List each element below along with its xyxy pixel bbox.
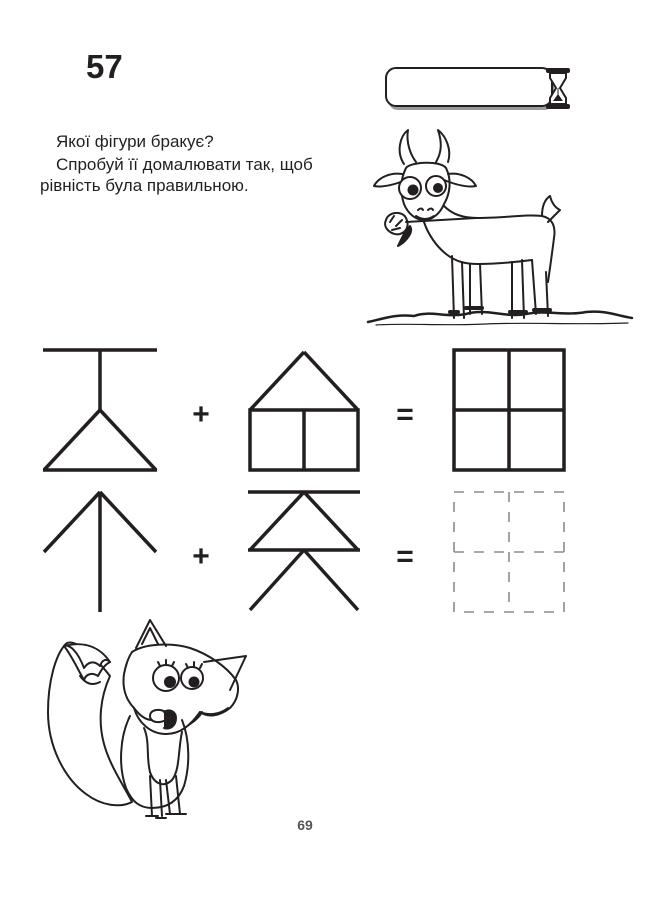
fox-illustration: [40, 616, 260, 826]
equals-sign-2: =: [396, 540, 414, 573]
instruction-line-1: Якої фігури бракує?: [56, 132, 214, 151]
task-number: 57: [86, 48, 123, 85]
timer-box: [384, 66, 574, 112]
figure-2c-dashed[interactable]: [448, 486, 572, 616]
equals-sign-1: =: [396, 398, 414, 431]
figure-1a: [40, 346, 160, 476]
plus-sign-1: +: [192, 398, 210, 431]
plus-sign-2: +: [192, 540, 210, 573]
page-number: 69: [297, 817, 313, 833]
instruction-line-3: рівність була правильною.: [40, 176, 249, 195]
figure-1c: [448, 346, 572, 476]
figure-1b: [244, 346, 368, 476]
figure-2b: [244, 486, 368, 616]
instruction-line-2: Спробуй її домалювати так, щоб: [56, 155, 313, 174]
figure-2a: [40, 486, 160, 616]
goat-illustration: [366, 122, 636, 332]
